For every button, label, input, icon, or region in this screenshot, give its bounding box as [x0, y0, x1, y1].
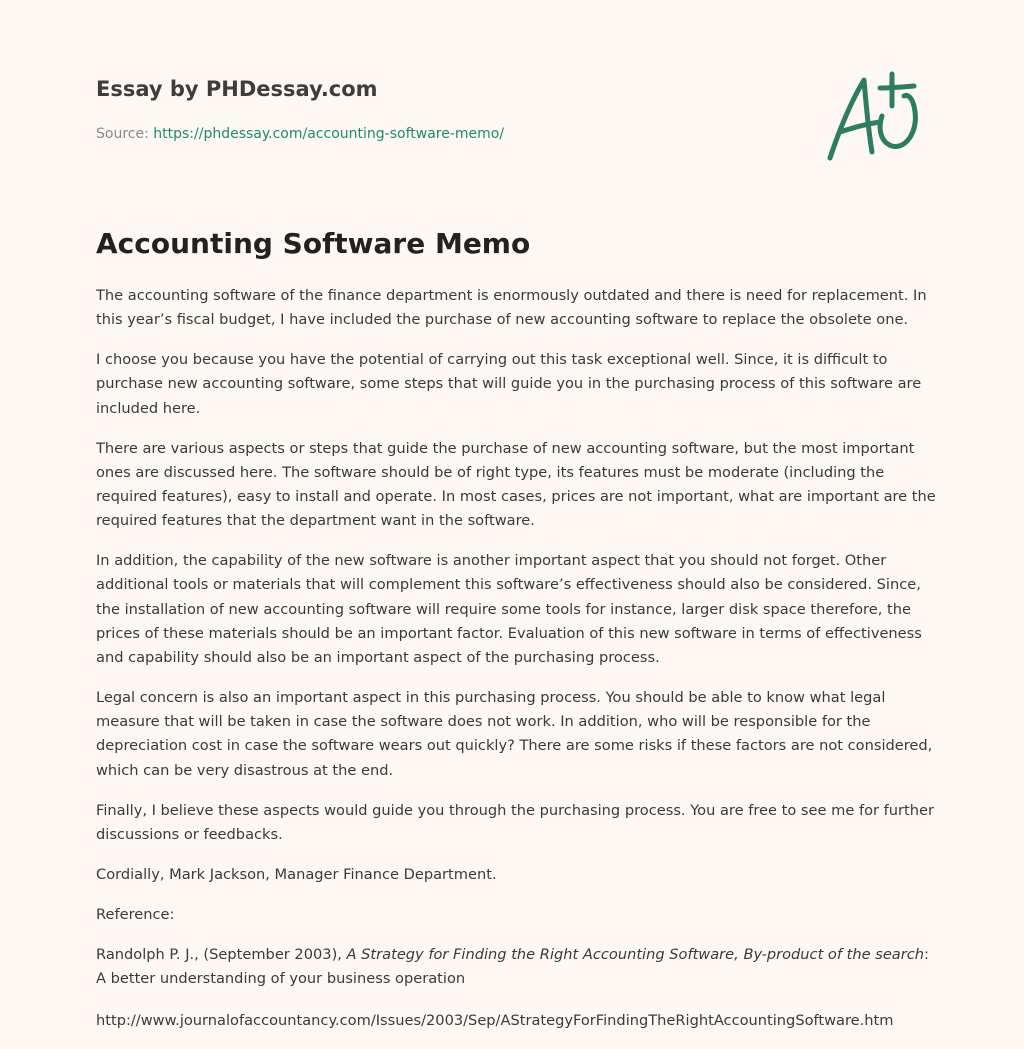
paragraph: Finally, I believe these aspects would guide you through the purchasing process. You are free to see me for further discussions or feedbacks.: [96, 801, 935, 843]
reference-description: : A better understanding of your business operation: [96, 945, 929, 988]
reference-title: A Strategy for Finding the Right Accounting Software, By-product of the search: [346, 945, 925, 963]
site-brand: Essay by PHDessay.com: [96, 77, 378, 101]
article-body: [96, 284, 936, 1049]
source-line: [96, 124, 796, 144]
reference-heading: Reference:: [96, 905, 175, 923]
page-title: Accounting Software Memo: [96, 227, 531, 260]
source-label: Source:: [96, 126, 149, 142]
paragraph: I choose you because you have the potential of carrying out this task exceptional well. Since, it is difficult to purchase new accounting software, some steps that will guide you in the purchasing process of this software are included here.: [96, 351, 922, 417]
paragraph: In addition, the capability of the new software is another important aspect that you should not forget. Other additional tools or materials that will complement this software’s effectiveness should also be considered. Since, the installation of new accounting software will require some tools for instance, larger disk space therefore, the prices of these materials should be an important factor. Evaluation of this new software in terms of effectiveness and capability should also be an important aspect of the purchasing process.: [96, 552, 922, 667]
a-plus-logo-icon: [822, 66, 930, 166]
paragraph: Legal concern is also an important aspect in this purchasing process. You should be able to know what legal measure that will be taken in case the software does not work. In addition, who will be responsible for the depreciation cost in case the software wears out quickly? There are some risks if these factors are not considered, which can be very disastrous at the end.: [96, 689, 933, 779]
reference-author: Randolph P. J., (September 2003),: [96, 945, 347, 963]
reference-url: http://www.journalofaccountancy.com/Issues/2003/Sep/AStrategyForFindingTheRightAccountingSoftware.htm: [96, 1012, 894, 1030]
paragraph: There are various aspects or steps that guide the purchase of new accounting software, but the most important ones are discussed here. The software should be of right type, its features must be moderate (including the required features), easy to install and operate. In most cases, prices are not important, what are important are the required features that the department want in the software.: [96, 439, 936, 530]
source-link[interactable]: https://phdessay.com/accounting-software-memo/: [153, 126, 505, 142]
paragraph: The accounting software of the finance department is enormously outdated and there is need for replacement. In this year’s fiscal budget, I have included the purchase of new accounting software to replace the obsolete one.: [96, 287, 927, 329]
signature-line: Cordially, Mark Jackson, Manager Finance Department.: [96, 865, 497, 883]
reference-entry: [96, 943, 936, 991]
page-header: [96, 74, 796, 144]
